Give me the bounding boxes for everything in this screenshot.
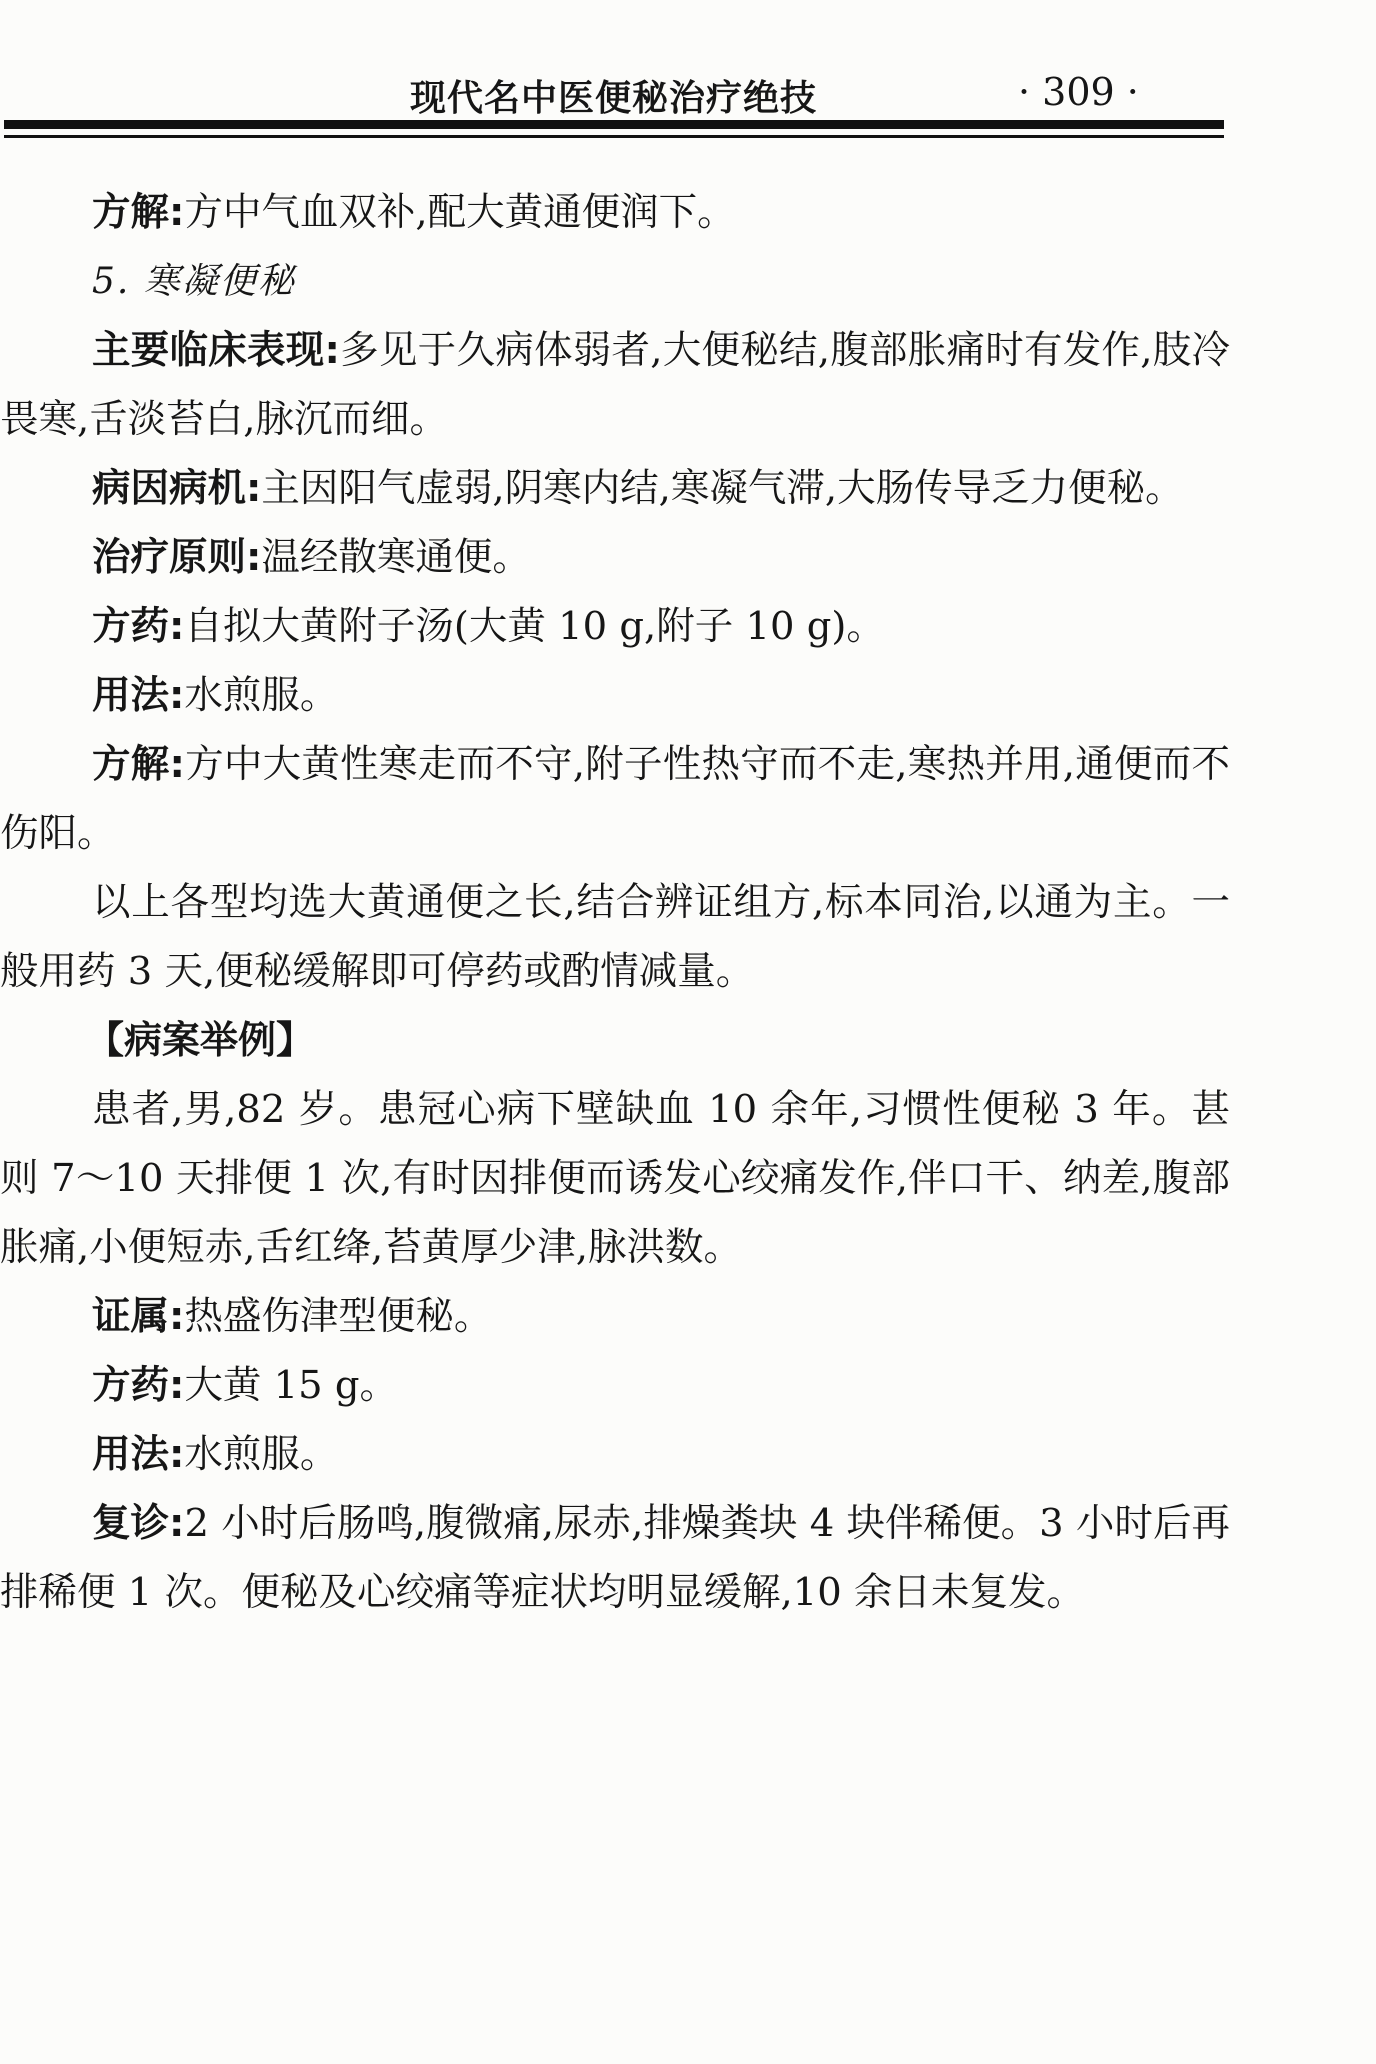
case-heading: 【病案举例】 bbox=[86, 1018, 315, 1062]
paragraph bbox=[0, 1282, 1230, 1351]
paragraph-label: 方药: bbox=[92, 1363, 185, 1408]
body-text bbox=[0, 178, 1230, 1627]
paragraph-text: 方中气血双补,配大黄通便润下。 bbox=[184, 190, 736, 235]
paragraph bbox=[0, 1075, 1230, 1282]
paragraph-label: 方解: bbox=[92, 190, 185, 235]
paragraph-text: 水煎服。 bbox=[184, 673, 339, 718]
paragraph bbox=[0, 454, 1230, 523]
paragraph-text: 患者,男,82 岁。患冠心病下壁缺血 10 余年,习惯性便秘 3 年。甚则 7～10 天排便 1 次,有时因排便而诱发心绞痛发作,伴口干、纳差,腹部胀痛,小便短赤,舌红绛,苔黄厚少津,脉洪数。 bbox=[0, 1087, 1230, 1270]
paragraph bbox=[0, 523, 1230, 592]
paragraph bbox=[0, 178, 1230, 247]
paragraph-text: 多见于久病体弱者,大便秘结,腹部胀痛时有发作,肢冷畏寒,舌淡苔白,脉沉而细。 bbox=[0, 328, 1230, 442]
paragraph bbox=[0, 730, 1230, 868]
paragraph-label: 复诊: bbox=[92, 1501, 185, 1546]
paragraph-label: 主要临床表现: bbox=[92, 328, 340, 373]
paragraph-text: 大黄 15 g。 bbox=[184, 1363, 399, 1408]
paragraph-text: 2 小时后肠鸣,腹微痛,尿赤,排燥粪块 4 块伴稀便。3 小时后再排稀便 1 次。便秘及心绞痛等症状均明显缓解,10 余日未复发。 bbox=[0, 1501, 1230, 1615]
paragraph-label: 治疗原则: bbox=[92, 535, 262, 580]
section-heading: 5. 寒凝便秘 bbox=[92, 261, 296, 302]
paragraph bbox=[0, 661, 1230, 730]
paragraph-text: 主因阳气虚弱,阴寒内结,寒凝气滞,大肠传导乏力便秘。 bbox=[261, 466, 1184, 511]
paragraph bbox=[0, 592, 1230, 661]
paragraph bbox=[0, 1351, 1230, 1420]
paragraph-label: 病因病机: bbox=[92, 466, 262, 511]
page-number: · 309 · bbox=[1018, 70, 1139, 114]
running-title: 现代名中医便秘治疗绝技 bbox=[410, 77, 818, 119]
paragraph-label: 方药: bbox=[92, 604, 185, 649]
paragraph-label: 证属: bbox=[92, 1294, 185, 1339]
paragraph bbox=[0, 868, 1230, 1006]
paragraph bbox=[0, 1420, 1230, 1489]
paragraph-text: 自拟大黄附子汤(大黄 10 g,附子 10 g)。 bbox=[184, 604, 885, 649]
paragraph-text: 方中大黄性寒走而不守,附子性热守而不走,寒热并用,通便而不伤阳。 bbox=[0, 742, 1230, 856]
paragraph-text: 温经散寒通便。 bbox=[261, 535, 531, 580]
paragraph bbox=[0, 1489, 1230, 1627]
paragraph-text: 热盛伤津型便秘。 bbox=[184, 1294, 493, 1339]
paragraph-label: 方解: bbox=[92, 742, 185, 787]
page-header bbox=[0, 70, 1225, 119]
header-rule-thick bbox=[4, 120, 1224, 129]
header-rule-thin bbox=[4, 135, 1224, 138]
paragraph bbox=[0, 316, 1230, 454]
paragraph-label: 用法: bbox=[92, 673, 185, 718]
paragraph-label: 用法: bbox=[92, 1432, 185, 1477]
paragraph-text: 水煎服。 bbox=[184, 1432, 339, 1477]
paragraph-text: 以上各型均选大黄通便之长,结合辨证组方,标本同治,以通为主。一般用药 3 天,便秘缓解即可停药或酌情减量。 bbox=[0, 880, 1230, 994]
